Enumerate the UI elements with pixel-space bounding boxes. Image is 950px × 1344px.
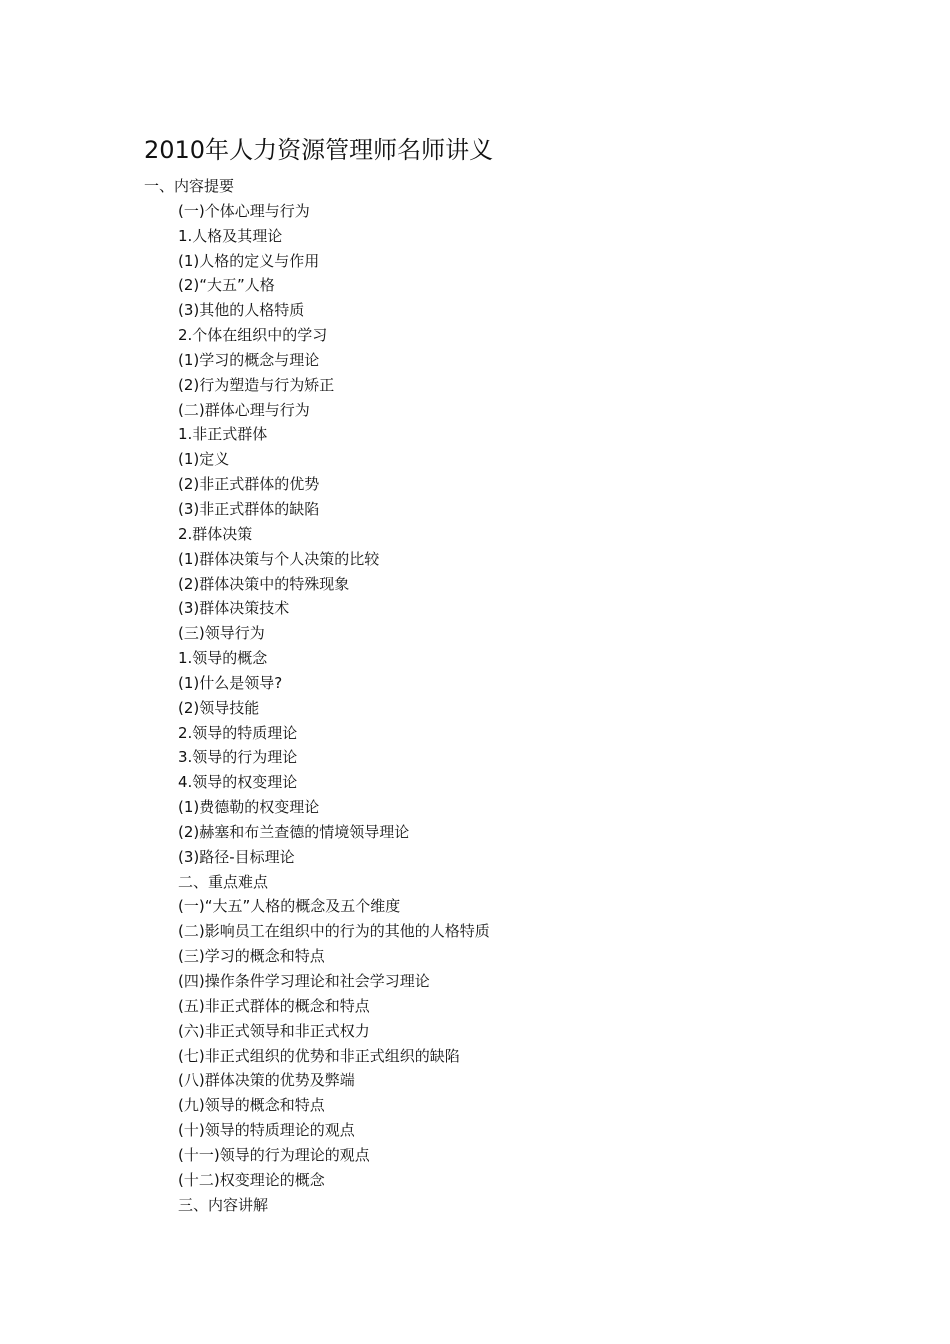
outline-item: (1)群体决策与个人决策的比较 — [178, 549, 380, 568]
outline-item: (三)学习的概念和特点 — [178, 947, 325, 966]
outline-item: 3.领导的行为理论 — [178, 748, 298, 767]
outline-section-heading: 三、内容讲解 — [178, 1195, 269, 1214]
outline-item: (1)定义 — [178, 450, 230, 469]
outline-item: (2)行为塑造与行为矫正 — [178, 375, 335, 394]
outline-item: (十)领导的特质理论的观点 — [178, 1121, 355, 1140]
outline-item: 4.领导的权变理论 — [178, 773, 298, 792]
outline-item: (1)什么是领导? — [178, 673, 283, 692]
outline-item: (3)非正式群体的缺陷 — [178, 499, 320, 518]
outline-item: (一)个体心理与行为 — [178, 201, 310, 220]
outline-item: 2.个体在组织中的学习 — [178, 326, 328, 345]
outline-item: (2)赫塞和布兰查德的情境领导理论 — [178, 822, 410, 841]
document-title: 2010年人力资源管理师名师讲义 — [144, 136, 494, 164]
outline-item: (1)人格的定义与作用 — [178, 251, 320, 270]
outline-item: (五)非正式群体的概念和特点 — [178, 996, 370, 1015]
outline-item: 2.群体决策 — [178, 524, 253, 543]
outline-item: (2)群体决策中的特殊现象 — [178, 574, 350, 593]
outline-item: (十一)领导的行为理论的观点 — [178, 1145, 370, 1164]
outline-item: (二)群体心理与行为 — [178, 400, 310, 419]
outline-item: (一)“大五”人格的概念及五个维度 — [178, 897, 401, 916]
outline-item: (八)群体决策的优势及弊端 — [178, 1071, 355, 1090]
outline-item: (十二)权变理论的概念 — [178, 1170, 325, 1189]
outline-list — [144, 174, 490, 1217]
outline-item: (三)领导行为 — [178, 624, 265, 643]
outline-item: (1)费德勒的权变理论 — [178, 798, 320, 817]
outline-item: (2)“大五”人格 — [178, 276, 275, 295]
outline-item: 2.领导的特质理论 — [178, 723, 298, 742]
outline-item: (四)操作条件学习理论和社会学习理论 — [178, 972, 430, 990]
outline-item: (3)其他的人格特质 — [178, 301, 305, 320]
outline-item: (七)非正式组织的优势和非正式组织的缺陷 — [178, 1046, 460, 1065]
outline-item: (3)群体决策技术 — [178, 599, 290, 618]
outline-item: (2)非正式群体的优势 — [178, 475, 320, 494]
outline-item: (二)影响员工在组织中的行为的其他的人格特质 — [178, 922, 490, 941]
outline-item: 1.领导的概念 — [178, 649, 268, 668]
outline-item: (3)路径-目标理论 — [178, 847, 295, 866]
outline-section-heading: 二、重点难点 — [178, 872, 269, 891]
outline-item: (1)学习的概念与理论 — [178, 350, 320, 369]
outline-item: 1.非正式群体 — [178, 425, 268, 444]
outline-item: 1.人格及其理论 — [178, 226, 283, 245]
outline-item: (六)非正式领导和非正式权力 — [178, 1021, 370, 1040]
outline-heading: 一、内容提要 — [144, 177, 235, 195]
outline-item: (九)领导的概念和特点 — [178, 1096, 325, 1115]
outline-item: (2)领导技能 — [178, 698, 260, 717]
